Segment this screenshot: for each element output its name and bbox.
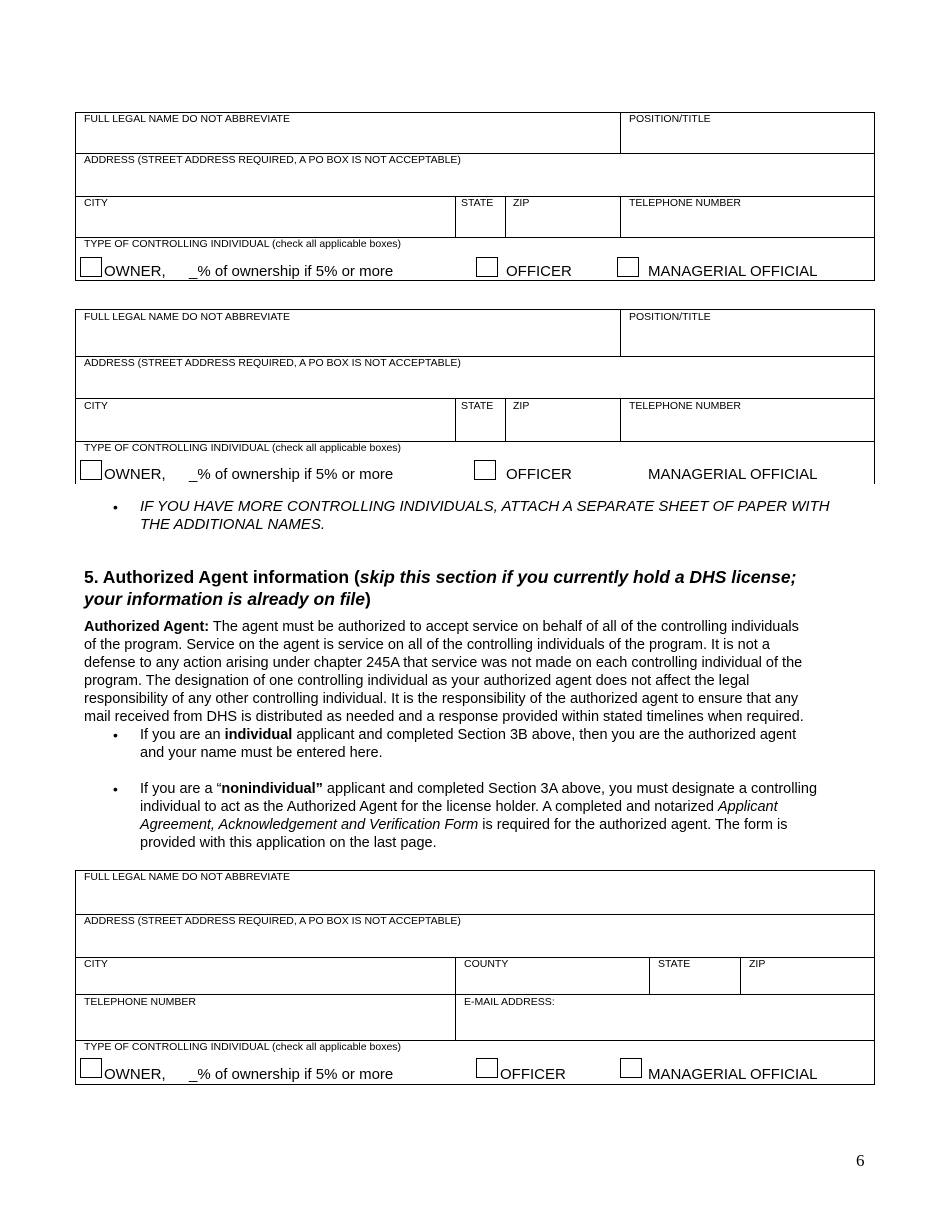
ownership-percent-label: _% of ownership if 5% or more: [189, 263, 394, 280]
form-2-right-border: [874, 309, 875, 484]
additional-individuals-note: IF YOU HAVE MORE CONTROLLING INDIVIDUALS, ATTACH A SEPARATE SHEET OF PAPER WITH: [140, 498, 830, 515]
divider: [455, 196, 456, 237]
zip-field[interactable]: ZIP: [513, 197, 530, 209]
address-field[interactable]: ADDRESS (STREET ADDRESS REQUIRED, A PO BOX IS NOT ACCEPTABLE): [84, 154, 461, 166]
additional-individuals-note-line-2: THE ADDITIONAL NAMES.: [140, 516, 326, 533]
telephone-field[interactable]: TELEPHONE NUMBER: [629, 197, 742, 209]
divider: [455, 398, 456, 441]
zip-field[interactable]: ZIP: [749, 958, 766, 970]
full-name-field[interactable]: FULL LEGAL NAME DO NOT ABBREVIATE: [84, 113, 290, 125]
managerial-checkbox[interactable]: [617, 257, 639, 277]
owner-checkbox[interactable]: [80, 257, 102, 277]
type-label: TYPE OF CONTROLLING INDIVIDUAL (check all applicable boxes): [84, 442, 402, 454]
officer-label: OFFICER: [506, 263, 572, 280]
ownership-percent-label: _% of ownership if 5% or more: [189, 466, 394, 483]
telephone-field[interactable]: TELEPHONE NUMBER: [629, 400, 742, 412]
divider: [505, 196, 506, 237]
officer-checkbox[interactable]: [476, 1058, 498, 1078]
owner-label: OWNER,: [104, 263, 166, 280]
divider: [620, 309, 621, 356]
divider: [75, 398, 875, 399]
address-field[interactable]: ADDRESS (STREET ADDRESS REQUIRED, A PO BOX IS NOT ACCEPTABLE): [84, 915, 461, 927]
full-name-field[interactable]: FULL LEGAL NAME DO NOT ABBREVIATE: [84, 871, 290, 883]
ownership-percent-label: _% of ownership if 5% or more: [189, 1066, 394, 1083]
owner-label: OWNER,: [104, 1066, 166, 1083]
divider: [620, 196, 621, 237]
type-label: TYPE OF CONTROLLING INDIVIDUAL (check all applicable boxes): [84, 238, 402, 250]
managerial-label: MANAGERIAL OFFICIAL: [648, 466, 818, 483]
type-label: TYPE OF CONTROLLING INDIVIDUAL (check all applicable boxes): [84, 1041, 402, 1053]
zip-field[interactable]: ZIP: [513, 400, 530, 412]
owner-label: OWNER,: [104, 466, 166, 483]
section-5-heading: 5. Authorized Agent information (skip this section if you currently hold a DHS license;: [84, 567, 797, 587]
divider: [505, 398, 506, 441]
managerial-label: MANAGERIAL OFFICIAL: [648, 1066, 818, 1083]
telephone-field[interactable]: TELEPHONE NUMBER: [84, 996, 197, 1008]
state-field[interactable]: STATE: [461, 400, 494, 412]
bullet: •: [113, 499, 118, 515]
divider: [649, 957, 650, 995]
full-name-field[interactable]: FULL LEGAL NAME DO NOT ABBREVIATE: [84, 311, 290, 323]
position-title-field[interactable]: POSITION/TITLE: [629, 311, 711, 323]
nonindividual-applicant-bullet: If you are a “nonindividual” applicant and completed Section 3A above, you must designate a controlling individual to act as the Authorized Agent for the license holder. A completed and notarized Applicant Agreement, Acknowledgement and Verification Form is required for the authorized agent. The form is provided with this application on the last page.: [140, 781, 818, 851]
individual-applicant-bullet: If you are an individual applicant and completed Section 3B above, then you are the authorized agent and your name must be entered here.: [140, 727, 797, 761]
address-field[interactable]: ADDRESS (STREET ADDRESS REQUIRED, A PO BOX IS NOT ACCEPTABLE): [84, 357, 461, 369]
city-field[interactable]: CITY: [84, 197, 108, 209]
state-field[interactable]: STATE: [658, 958, 691, 970]
position-title-field[interactable]: POSITION/TITLE: [629, 113, 711, 125]
managerial-label: MANAGERIAL OFFICIAL: [648, 263, 818, 280]
form-2-left-border: [75, 309, 76, 484]
email-field[interactable]: E-MAIL ADDRESS:: [464, 996, 555, 1008]
officer-label: OFFICER: [506, 466, 572, 483]
form-2-top-border: [75, 309, 875, 310]
city-field[interactable]: CITY: [84, 400, 108, 412]
bullet: •: [113, 781, 118, 797]
divider: [455, 957, 456, 1041]
divider: [740, 957, 741, 995]
state-field[interactable]: STATE: [461, 197, 494, 209]
city-field[interactable]: CITY: [84, 958, 108, 970]
section-5-heading-line-2: your information is already on file): [84, 589, 371, 609]
divider: [620, 112, 621, 154]
page-number: 6: [856, 1151, 865, 1170]
managerial-checkbox[interactable]: [620, 1058, 642, 1078]
officer-checkbox[interactable]: [476, 257, 498, 277]
officer-checkbox[interactable]: [474, 460, 496, 480]
owner-checkbox[interactable]: [80, 1058, 102, 1078]
owner-checkbox[interactable]: [80, 460, 102, 480]
bullet: •: [113, 727, 118, 743]
divider: [620, 398, 621, 441]
authorized-agent-paragraph: Authorized Agent: The agent must be authorized to accept service on behalf of all of the controlling individuals of the program. Service on the agent is service on all of the controlling individuals of the program. It is not a defense to any action arising under chapter 245A that service was not made on each controlling individual of the program. The designation of one controlling individual as your authorized agent does not affect the legal responsibility of any other controlling individual. It is the responsibility of the authorized agent to ensure that any mail received from DHS is distributed as needed and a response provided within stated timelines when required.: [84, 619, 804, 725]
divider: [75, 994, 875, 995]
officer-label: OFFICER: [500, 1066, 566, 1083]
county-field[interactable]: COUNTY: [464, 958, 509, 970]
